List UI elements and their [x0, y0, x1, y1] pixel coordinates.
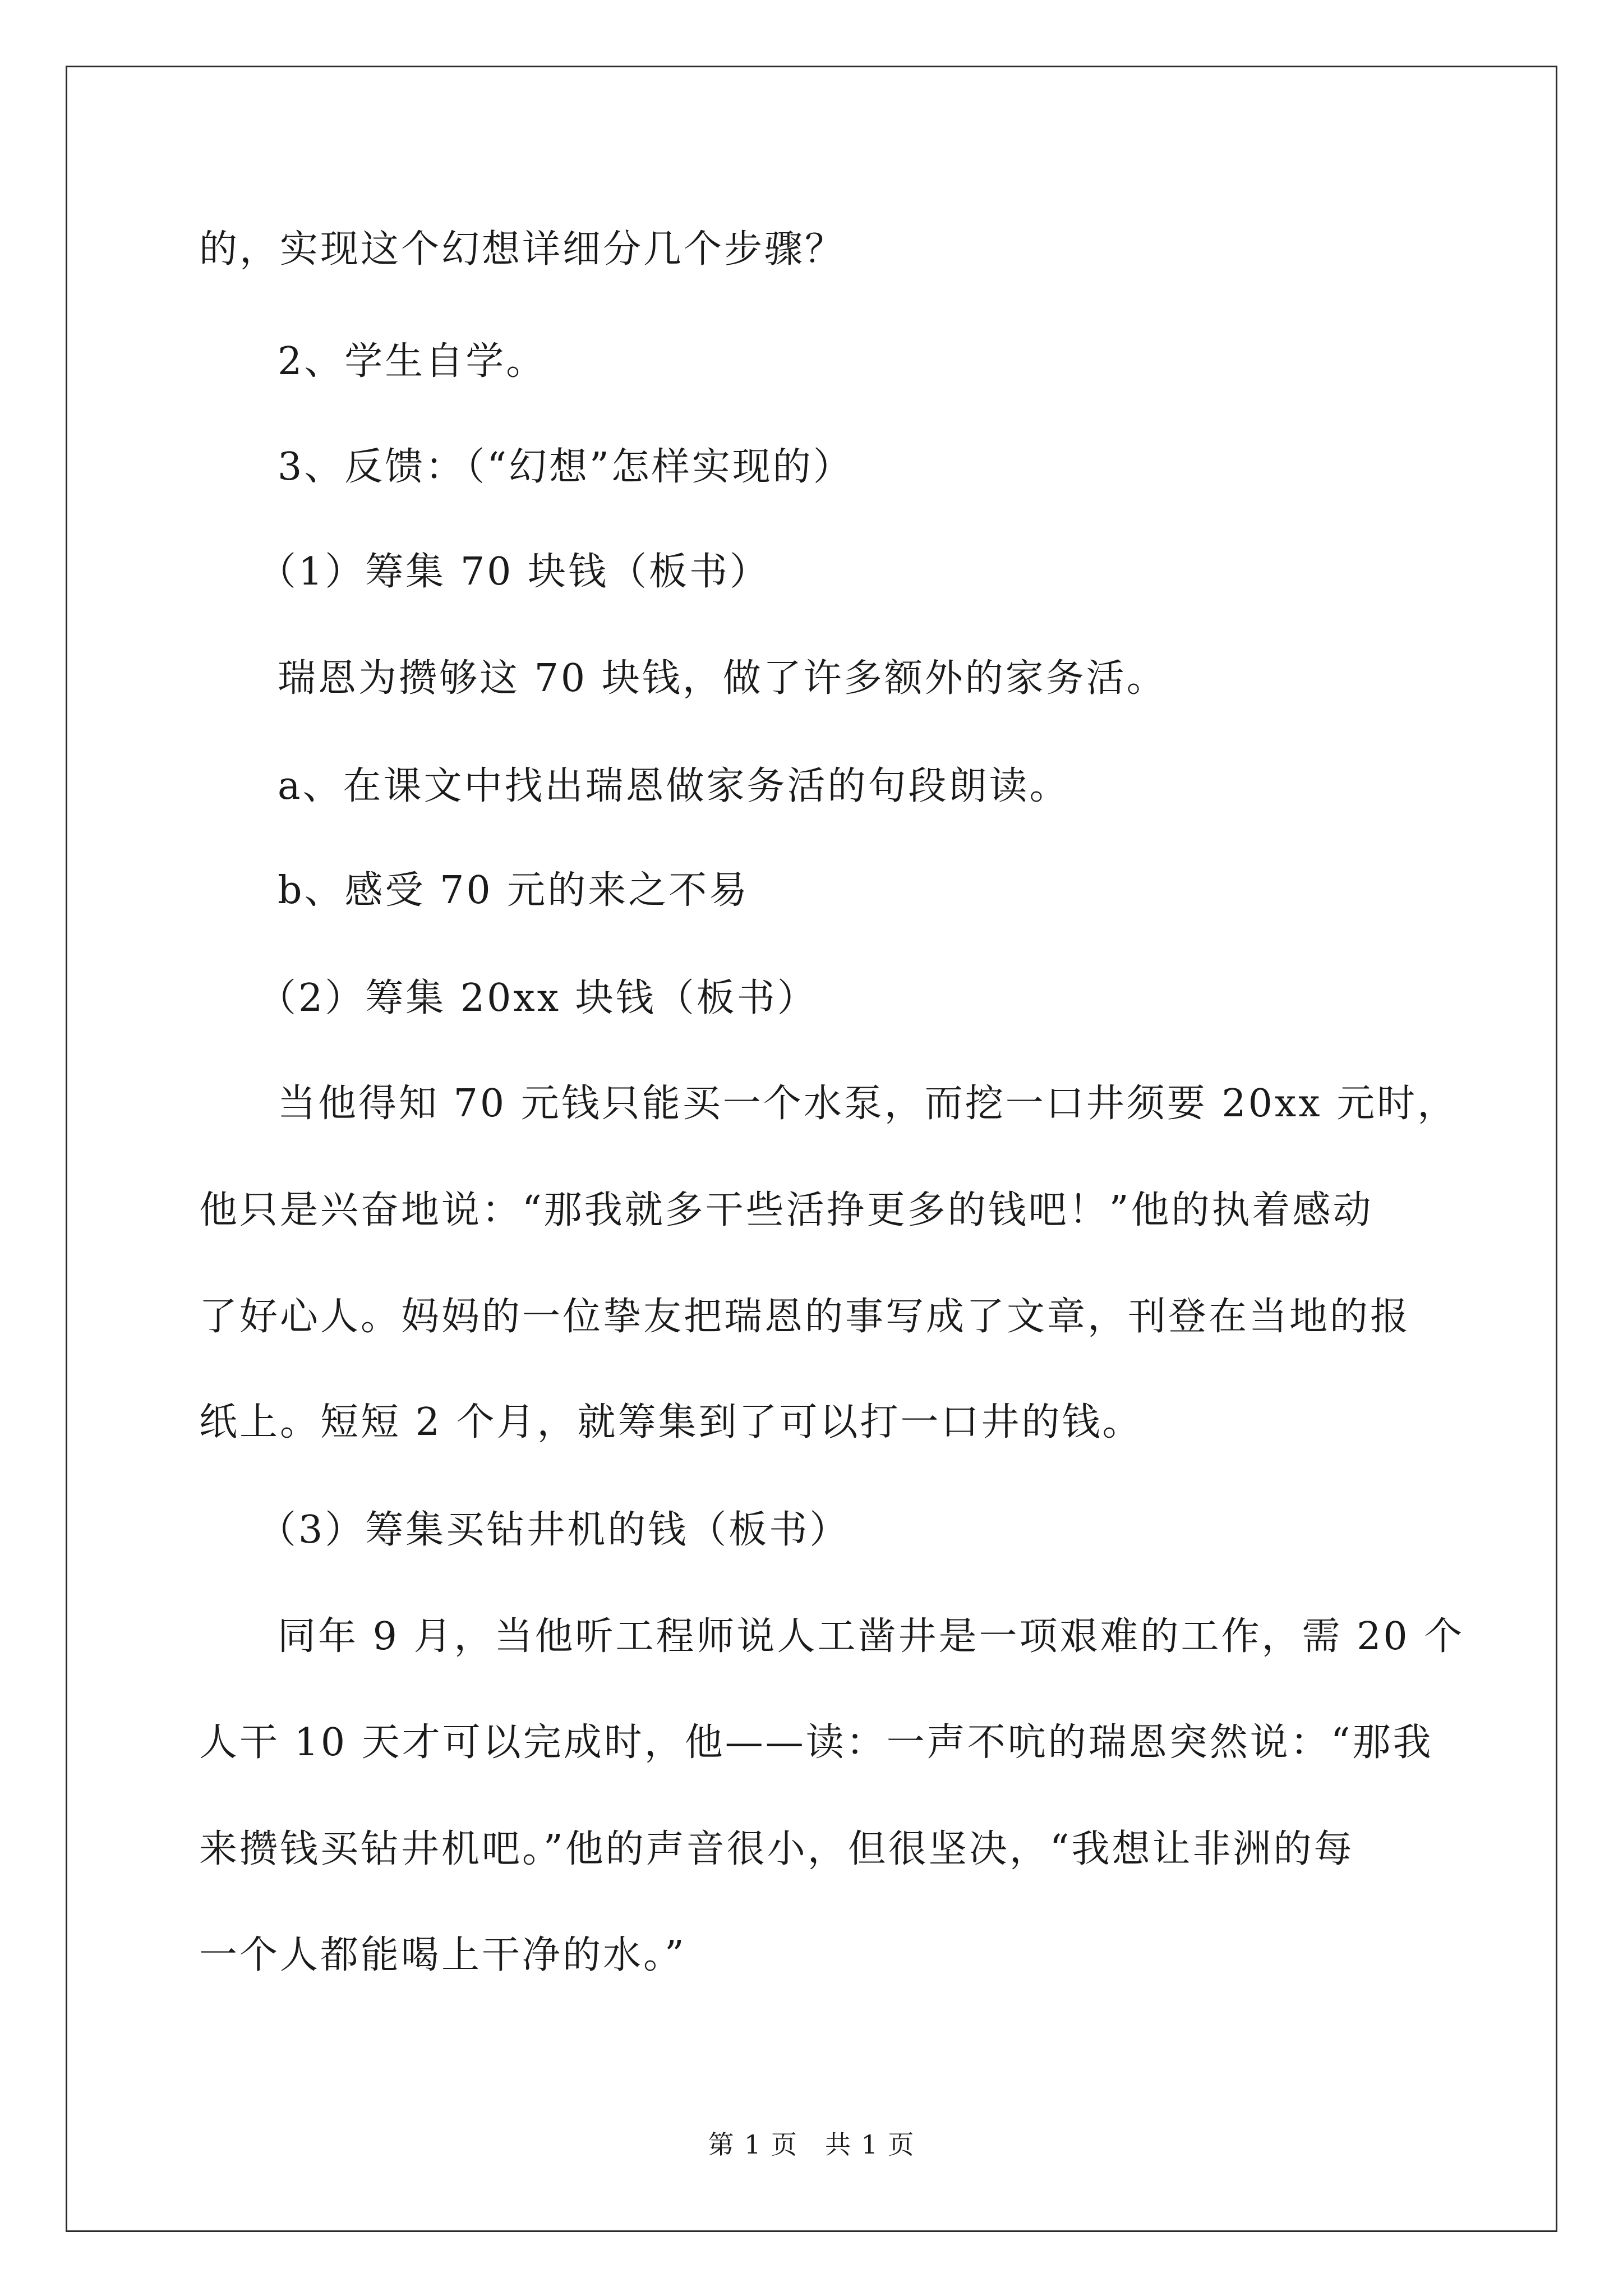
- text-line: 瑞恩为攒够这 70 块钱，做了许多额外的家务活。: [278, 656, 1167, 701]
- text-line: a、在课文中找出瑞恩做家务活的句段朗读。: [278, 764, 1070, 808]
- text-line: 了好心人。妈妈的一位挚友把瑞恩的事写成了文章，刊登在当地的报: [199, 1295, 1411, 1339]
- text-line: 他只是兴奋地说：“那我就多干些活挣更多的钱吧！”他的执着感动: [199, 1188, 1373, 1232]
- text-line: （1）筹集 70 块钱（板书）: [258, 550, 771, 594]
- text-line: b、感受 70 元的来之不易: [278, 868, 750, 913]
- page-border: [66, 66, 1557, 2232]
- text-line: 一个人都能喝上干净的水。”: [199, 1933, 686, 1977]
- text-line: （3）筹集买钻井机的钱（板书）: [258, 1508, 850, 1552]
- text-line: （2）筹集 20xx 块钱（板书）: [258, 976, 818, 1020]
- text-line: 同年 9 月，当他听工程师说人工凿井是一项艰难的工作，需 20 个: [278, 1614, 1465, 1659]
- text-line: 的，实现这个幻想详细分几个步骤？: [199, 227, 846, 272]
- text-line: 3、反馈：（“幻想”怎样实现的）: [278, 445, 854, 489]
- text-line: 人干 10 天才可以完成时，他——读：一声不吭的瑞恩突然说：“那我: [199, 1720, 1433, 1765]
- text-line: 纸上。短短 2 个月，就筹集到了可以打一口井的钱。: [199, 1400, 1143, 1444]
- text-line: 来攒钱买钻井机吧。”他的声音很小，但很坚决，“我想让非洲的每: [199, 1827, 1354, 1871]
- text-line: 当他得知 70 元钱只能买一个水泵，而挖一口井须要 20xx 元时，: [278, 1082, 1458, 1126]
- text-line: 2、学生自学。: [278, 339, 547, 384]
- page-number-footer: 第 1 页 共 1 页: [708, 2129, 915, 2160]
